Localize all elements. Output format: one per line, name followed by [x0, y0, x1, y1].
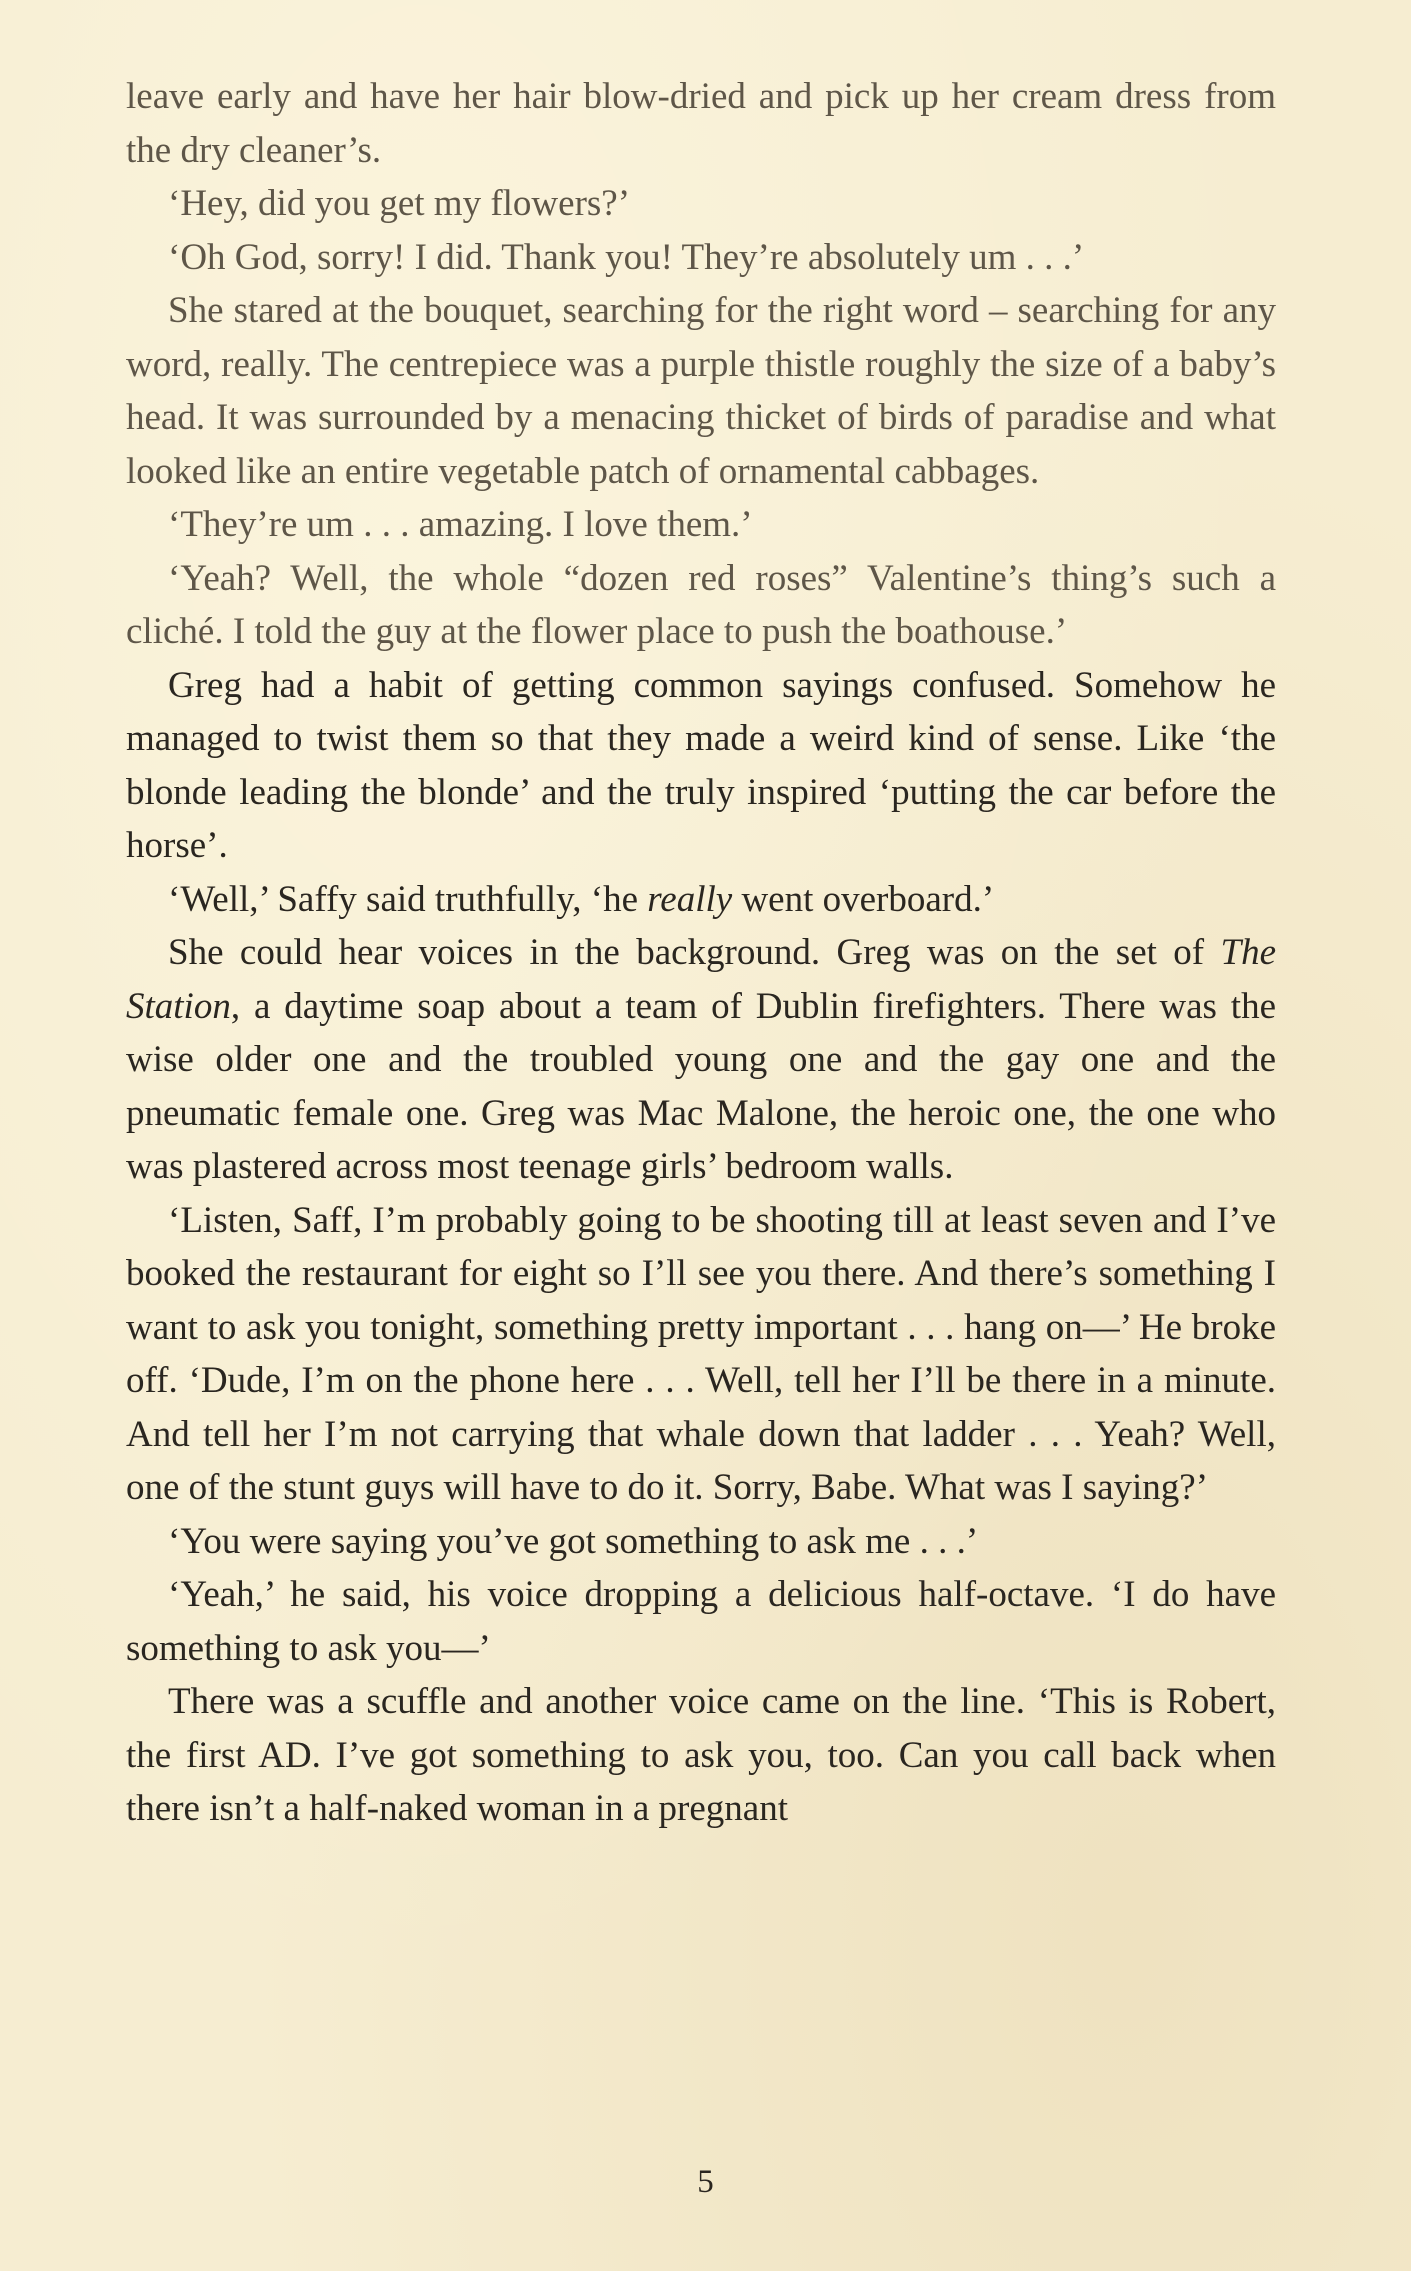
paragraph: ‘Yeah? Well, the whole “dozen red roses” Valentine’s thing’s such a cliché. I told the guy at the flower place to push the boathouse.’ [126, 557, 1276, 652]
paragraph: There was a scuffle and another voice came on the line. ‘This is Robert, the first AD. I’ve got something to ask you, too. Can you call back when there isn’t a half-naked woman in a pregnant [126, 1681, 1276, 1829]
paragraph: ‘Oh God, sorry! I did. Thank you! They’re absolutely um . . .’ [168, 236, 1085, 278]
paragraph: ‘Yeah,’ he said, his voice dropping a delicious half-octave. ‘I do have something to ask you—’ [126, 1574, 1276, 1669]
paragraph: She could hear voices in the background. Greg was on the set of The Station, a daytime soap about a team of Dublin firefighters. There was the wise older one and the troubled young one and the gay one and the pneumatic female one. Greg was Mac Malone, the heroic one, the one who was plastered across most teenage girls’ bedroom walls. [126, 932, 1276, 1187]
paragraph: She stared at the bouquet, searching for the right word – searching for any word, really. The centrepiece was a purple thistle roughly the size of a baby’s head. It was surrounded by a menacing thicket of birds of paradise and what looked like an entire vegetable patch of ornamental cabbages. [126, 290, 1276, 492]
paragraph: ‘Well,’ Saffy said truthfully, ‘he really went overboard.’ [168, 878, 995, 920]
paragraph: ‘You were saying you’ve got something to ask me . . .’ [168, 1520, 979, 1562]
paragraph: ‘Listen, Saff, I’m probably going to be shooting till at least seven and I’ve booked the restaurant for eight so I’ll see you there. And there’s something I want to ask you tonight, something pretty important . . . hang on—’ He broke off. ‘Dude, I’m on the phone here . . . Well, tell her I’ll be there in a minute. And tell her I’m not carrying that whale down that ladder . . . Yeah? Well, one of the stunt guys will have to do it. Sorry, Babe. What was I saying?’ [126, 1199, 1276, 1508]
paragraph: Greg had a habit of getting common sayings confused. Somehow he managed to twist them so that they made a weird kind of sense. Like ‘the blonde leading the blonde’ and the truly inspired ‘putting the car before the horse’. [126, 664, 1276, 866]
paragraph: ‘They’re um . . . amazing. I love them.’ [168, 504, 753, 545]
page-number: 5 [697, 2164, 714, 2200]
body-text [126, 70, 1276, 1836]
paragraph: leave early and have her hair blow-dried and pick up her cream dress from the dry cleaner’s. [126, 76, 1276, 171]
paragraph: ‘Hey, did you get my flowers?’ [168, 183, 631, 224]
